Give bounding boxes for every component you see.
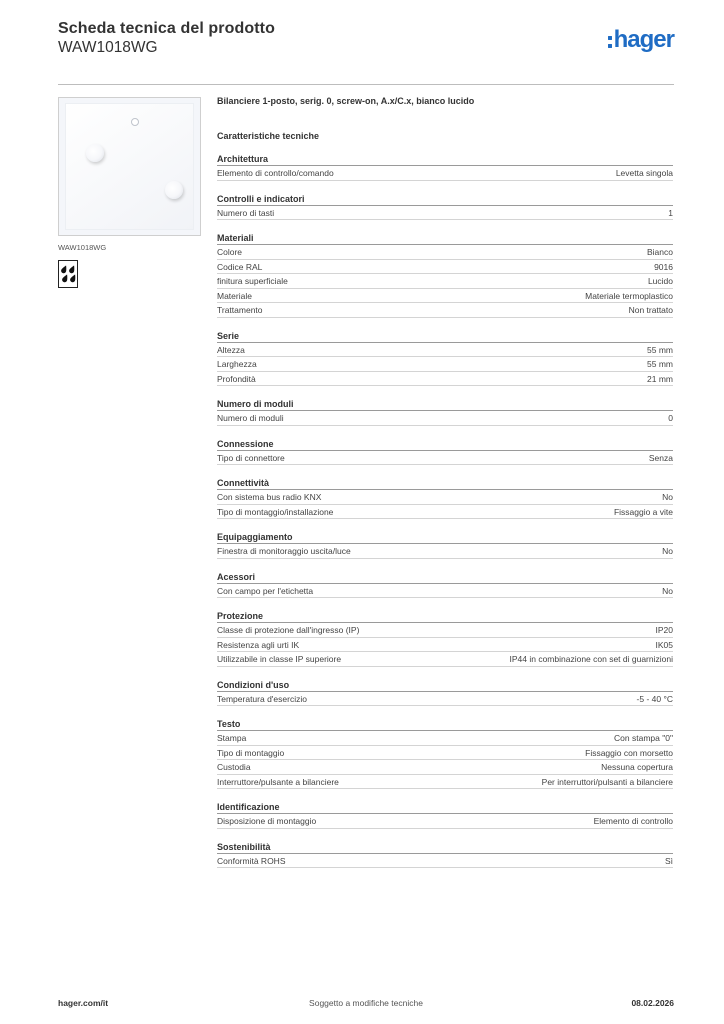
spec-row xyxy=(217,814,673,829)
spec-group-title: Sostenibilità xyxy=(217,841,673,854)
spec-value: Materiale termoplastico xyxy=(585,290,673,301)
spec-row xyxy=(217,411,673,426)
spec-row xyxy=(217,854,673,869)
spec-label: Materiale xyxy=(217,290,252,301)
spec-value: IK05 xyxy=(655,639,673,650)
spec-group xyxy=(217,153,673,181)
spec-group-title: Materiali xyxy=(217,232,673,245)
spec-label: Con campo per l'etichetta xyxy=(217,585,314,596)
product-image xyxy=(58,97,201,236)
footer-notice: Soggetto a modifiche tecniche xyxy=(309,998,423,1008)
spec-label: Elemento di controllo/comando xyxy=(217,168,334,178)
spec-group-title: Protezione xyxy=(217,610,673,623)
spec-value: Bianco xyxy=(647,247,673,257)
footer-website: hager.com/it xyxy=(58,998,109,1008)
spec-row xyxy=(217,692,673,707)
spec-group-title: Testo xyxy=(217,718,673,731)
spec-label: Conformità ROHS xyxy=(217,855,286,866)
spec-label: Resistenza agli urti IK xyxy=(217,639,300,650)
spec-value: Non trattato xyxy=(628,305,673,315)
spec-row xyxy=(217,775,673,790)
spec-value: 21 mm xyxy=(647,373,673,384)
spec-group-title: Connettività xyxy=(217,477,673,490)
logo-text: hager xyxy=(613,26,674,53)
spec-group xyxy=(217,438,673,466)
spec-group-title: Architettura xyxy=(217,153,673,166)
spec-group xyxy=(217,841,673,869)
logo-dots-icon xyxy=(608,36,612,48)
spec-group xyxy=(217,679,673,707)
plate-knob xyxy=(86,144,104,162)
product-code: WAW1018WG xyxy=(58,39,158,56)
spec-row xyxy=(217,760,673,775)
spec-group-title: Serie xyxy=(217,330,673,343)
spec-label: Temperatura d'esercizio xyxy=(217,693,307,704)
spec-group-title: Condizioni d'uso xyxy=(217,679,673,692)
spec-row xyxy=(217,372,673,387)
page-footer xyxy=(58,998,674,1012)
spec-row xyxy=(217,544,673,559)
spec-group xyxy=(217,610,673,667)
spec-value: Sì xyxy=(664,855,673,866)
spec-group xyxy=(217,232,673,318)
spec-group xyxy=(217,718,673,789)
spec-group-title: Numero di moduli xyxy=(217,398,673,411)
spec-group xyxy=(217,571,673,599)
spec-row xyxy=(217,652,673,667)
spec-value: IP20 xyxy=(655,625,673,635)
screw-hole xyxy=(131,118,139,126)
spec-group-title: Identificazione xyxy=(217,801,673,814)
spec-label: Colore xyxy=(217,247,243,257)
spec-row xyxy=(217,638,673,653)
spec-group-title: Controlli e indicatori xyxy=(217,193,673,206)
spec-label: Disposizione di montaggio xyxy=(217,816,317,826)
spec-value: -5 - 40 °C xyxy=(636,693,673,704)
footer-date: 08.02.2026 xyxy=(631,998,674,1008)
spec-row xyxy=(217,746,673,761)
spec-group xyxy=(217,477,673,519)
spec-value: Elemento di controllo xyxy=(593,816,673,826)
spec-value: Lucido xyxy=(647,276,673,286)
spec-row xyxy=(217,303,673,318)
spec-groups xyxy=(217,153,673,868)
image-caption: WAW1018WG xyxy=(58,243,107,252)
spec-label: Altezza xyxy=(217,344,245,355)
spec-value: Senza xyxy=(648,452,673,463)
water-drops-icon xyxy=(58,260,78,288)
page-header xyxy=(58,20,674,80)
spec-row xyxy=(217,166,673,181)
spec-value: Levetta singola xyxy=(615,168,673,178)
product-description: Bilanciere 1-posto, serig. 0, screw-on, A.x/C.x, bianco lucido xyxy=(217,96,475,106)
spec-group-title: Equipaggiamento xyxy=(217,531,673,544)
spec-row xyxy=(217,289,673,304)
spec-label: Trattamento xyxy=(217,305,263,315)
spec-label: Tipo di montaggio xyxy=(217,747,285,758)
spec-row xyxy=(217,206,673,221)
spec-label: Finestra di monitoraggio uscita/luce xyxy=(217,546,351,556)
spec-row xyxy=(217,731,673,746)
spec-value: 55 mm xyxy=(647,344,673,355)
spec-group xyxy=(217,801,673,829)
spec-label: Tipo di montaggio/installazione xyxy=(217,506,334,517)
spec-row xyxy=(217,245,673,260)
spec-label: Con sistema bus radio KNX xyxy=(217,492,322,502)
spec-label: Stampa xyxy=(217,733,247,743)
spec-row xyxy=(217,357,673,372)
header-divider xyxy=(58,84,674,85)
spec-group-title: Connessione xyxy=(217,438,673,451)
spec-value: Per interruttori/pulsanti a bilanciere xyxy=(541,776,673,787)
spec-value: IP44 in combinazione con set di guarnizioni xyxy=(509,654,673,664)
spec-label: Utilizzabile in classe IP superiore xyxy=(217,654,342,664)
hager-logo xyxy=(608,27,674,53)
spec-row xyxy=(217,343,673,358)
specs-heading: Caratteristiche tecniche xyxy=(217,131,320,141)
spec-row xyxy=(217,490,673,505)
spec-label: Profondità xyxy=(217,373,256,384)
spec-group xyxy=(217,193,673,221)
spec-value: No xyxy=(662,546,673,556)
specs-panel xyxy=(217,96,673,868)
spec-row xyxy=(217,451,673,466)
spec-row xyxy=(217,623,673,638)
spec-group xyxy=(217,330,673,387)
spec-label: Numero di moduli xyxy=(217,413,284,423)
spec-label: Tipo di connettore xyxy=(217,452,285,463)
spec-group xyxy=(217,398,673,426)
spec-row xyxy=(217,584,673,599)
spec-label: Codice RAL xyxy=(217,261,263,272)
spec-label: Numero di tasti xyxy=(217,207,275,218)
spec-value: Con stampa "0" xyxy=(614,733,673,743)
spec-label: Custodia xyxy=(217,762,251,772)
spec-value: Fissaggio a vite xyxy=(613,506,673,517)
spec-value: No xyxy=(662,492,673,502)
spec-label: Interruttore/pulsante a bilanciere xyxy=(217,776,339,787)
spec-value: 55 mm xyxy=(647,359,673,369)
spec-label: Classe di protezione dall'ingresso (IP) xyxy=(217,625,360,635)
spec-label: finitura superficiale xyxy=(217,276,288,286)
page-title: Scheda tecnica del prodotto xyxy=(58,20,275,37)
spec-group xyxy=(217,531,673,559)
spec-row xyxy=(217,505,673,520)
spec-value: 9016 xyxy=(654,261,673,272)
spec-value: Fissaggio con morsetto xyxy=(585,747,673,758)
spec-value: Nessuna copertura xyxy=(601,762,673,772)
switch-plate xyxy=(65,103,194,230)
spec-label: Larghezza xyxy=(217,359,257,369)
spec-row xyxy=(217,260,673,275)
spec-value: 0 xyxy=(668,413,673,423)
spec-row xyxy=(217,274,673,289)
plate-knob xyxy=(165,181,183,199)
spec-group-title: Acessori xyxy=(217,571,673,584)
spec-value: No xyxy=(662,585,673,596)
spec-value: 1 xyxy=(668,207,673,218)
left-panel xyxy=(58,97,201,288)
